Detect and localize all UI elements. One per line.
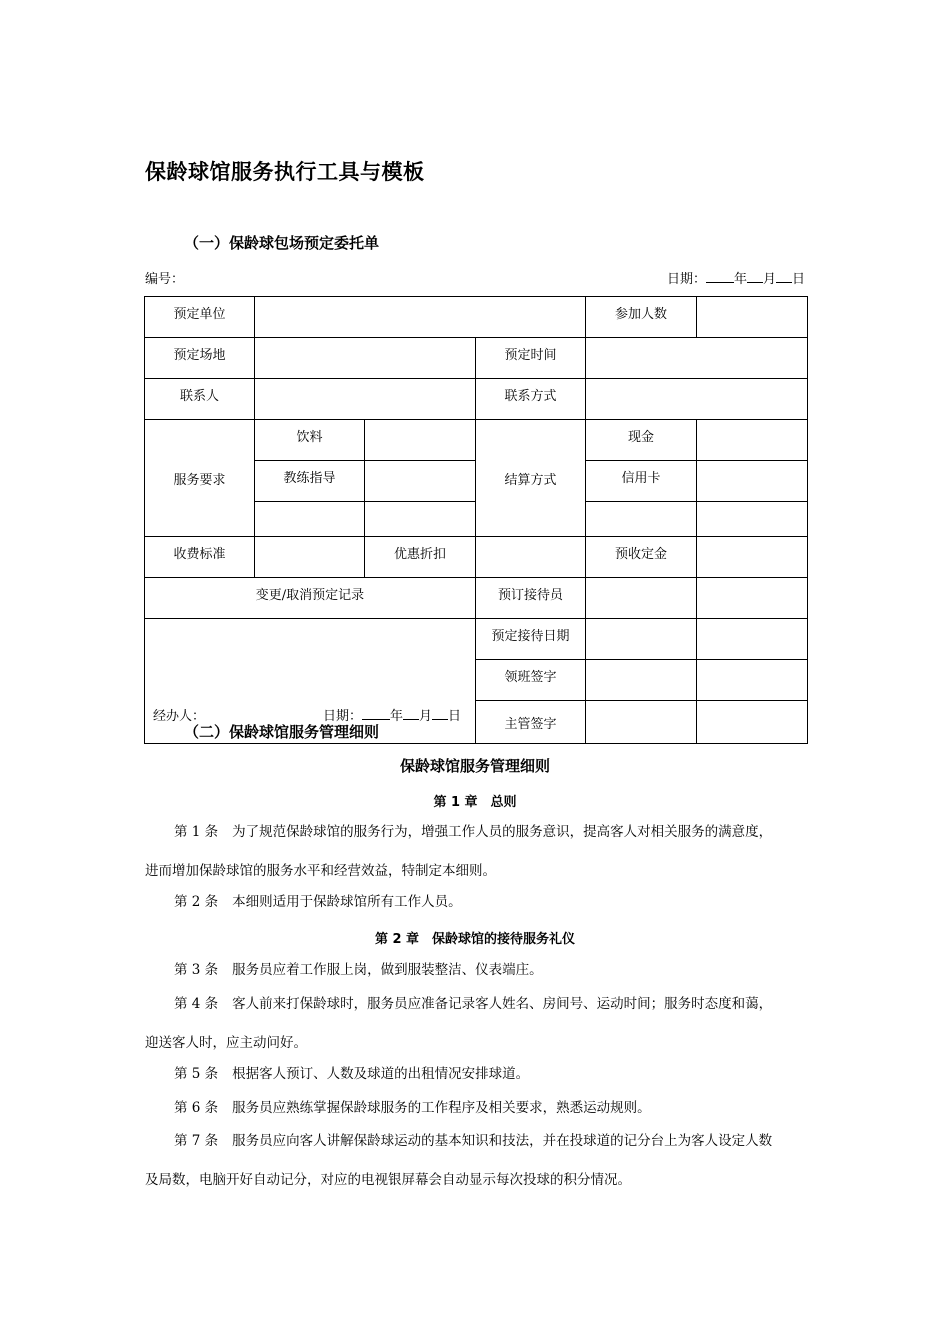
drinks-label: 饮料: [255, 420, 365, 461]
article-1: [145, 816, 810, 888]
drinks-field[interactable]: [365, 420, 476, 461]
chapter-2-title: 第 2 章 保龄球馆的接待服务礼仪: [374, 932, 576, 947]
payment-method-label: 结算方式: [476, 420, 586, 537]
deposit-label: 预收定金: [586, 537, 697, 578]
article-text-continued: 迎送客人时，应主动问好。: [145, 1035, 307, 1051]
month-blank[interactable]: [747, 270, 763, 283]
article-7: [145, 1125, 810, 1197]
contact-person-label: 联系人: [145, 379, 255, 420]
article-5: [145, 1058, 810, 1091]
document-title: 保龄球馆服务执行工具与模板: [145, 160, 425, 184]
payment-extra-label[interactable]: [586, 502, 697, 537]
article-text: 为了规范保龄球馆的服务行为，增强工作人员的服务意识，提高客人对相关服务的满意度，: [232, 824, 773, 840]
handler-year-label: 年: [389, 708, 403, 724]
chapter-1-title: 第 1 章 总则: [433, 795, 517, 810]
article-6: [145, 1092, 810, 1125]
handler-date-label: 日期：: [322, 708, 362, 724]
contact-person-field[interactable]: [255, 379, 476, 420]
reception-staff-field-b[interactable]: [697, 578, 808, 619]
service-extra-field[interactable]: [365, 502, 476, 537]
reception-date-label: 预定接待日期: [476, 619, 586, 660]
article-number: 第 2 条: [174, 894, 219, 910]
booking-time-label: 预定时间: [476, 338, 586, 379]
date-label: 日期：: [666, 272, 706, 287]
shift-leader-sign-label: 领班签字: [476, 660, 586, 701]
fee-standard-field[interactable]: [255, 537, 365, 578]
article-text-continued: 及局数，电脑开好自动记分，对应的电视银屏幕会自动显示每次投球的积分情况。: [145, 1172, 631, 1188]
handler-month-label: 月: [418, 708, 432, 724]
shift-leader-sign-field-b[interactable]: [697, 660, 808, 701]
article-number: 第 7 条: [174, 1133, 219, 1149]
table-row: [145, 420, 808, 461]
article-number: 第 1 条: [174, 824, 219, 840]
article-3: [145, 954, 810, 987]
article-2: [145, 886, 810, 919]
number-label: 编号：: [145, 272, 185, 287]
handler-month-blank[interactable]: [403, 707, 419, 720]
handler-day-blank[interactable]: [432, 707, 448, 720]
deposit-field[interactable]: [697, 537, 808, 578]
table-row: [145, 578, 808, 619]
handler-year-blank[interactable]: [362, 707, 390, 720]
article-text: 服务员应熟练掌握保龄球服务的工作程序及相关要求，熟悉运动规则。: [232, 1100, 651, 1116]
booking-unit-field[interactable]: [255, 297, 586, 338]
article-number: 第 5 条: [174, 1066, 219, 1082]
article-text: 服务员应着工作服上岗，做到服装整洁、仪表端庄。: [232, 962, 543, 978]
contact-method-label: 联系方式: [476, 379, 586, 420]
reception-staff-label: 预订接待员: [476, 578, 586, 619]
credit-card-label: 信用卡: [586, 461, 697, 502]
handler-day-label: 日: [447, 708, 461, 724]
discount-field[interactable]: [476, 537, 586, 578]
attendees-field[interactable]: [697, 297, 808, 338]
table-row: [145, 619, 808, 660]
table-row: [145, 537, 808, 578]
day-label: 日: [791, 272, 805, 287]
year-label: 年: [733, 272, 747, 287]
reception-date-field-b[interactable]: [697, 619, 808, 660]
article-text: 本细则适用于保龄球馆所有工作人员。: [232, 894, 462, 910]
month-label: 月: [762, 272, 776, 287]
form-date: [667, 268, 805, 287]
year-blank[interactable]: [706, 270, 734, 283]
article-text: 客人前来打保龄球时，服务员应准备记录客人姓名、房间号、运动时间；服务时态度和蔼，: [232, 996, 773, 1012]
coaching-field[interactable]: [365, 461, 476, 502]
article-number: 第 6 条: [174, 1100, 219, 1116]
article-text: 服务员应向客人讲解保龄球运动的基本知识和技法，并在投球道的记分台上为客人设定人数: [232, 1133, 773, 1149]
venue-field[interactable]: [255, 338, 476, 379]
supervisor-sign-field-b[interactable]: [697, 701, 808, 744]
reception-date-field-a[interactable]: [586, 619, 697, 660]
change-record-label: 变更/取消预定记录: [145, 578, 476, 619]
shift-leader-sign-field-a[interactable]: [586, 660, 697, 701]
attendees-label: 参加人数: [586, 297, 697, 338]
service-req-label: 服务要求: [145, 420, 255, 537]
payment-extra-field[interactable]: [697, 502, 808, 537]
service-extra-label[interactable]: [255, 502, 365, 537]
article-4: [145, 988, 810, 1060]
coaching-label: 教练指导: [255, 461, 365, 502]
form-section-heading: （一）保龄球包场预定委托单: [184, 234, 380, 252]
article-number: 第 4 条: [174, 996, 219, 1012]
rules-section-heading: （二）保龄球馆服务管理细则: [184, 723, 380, 741]
booking-time-field[interactable]: [586, 338, 808, 379]
reception-staff-field-a[interactable]: [586, 578, 697, 619]
credit-card-field[interactable]: [697, 461, 808, 502]
venue-label: 预定场地: [145, 338, 255, 379]
booking-unit-label: 预定单位: [145, 297, 255, 338]
cash-field[interactable]: [697, 420, 808, 461]
table-row: [145, 338, 808, 379]
article-number: 第 3 条: [174, 962, 219, 978]
cash-label: 现金: [586, 420, 697, 461]
rules-document-title: 保龄球馆服务管理细则: [399, 757, 550, 775]
supervisor-sign-label: 主管签字: [476, 701, 586, 744]
day-blank[interactable]: [776, 270, 792, 283]
table-row: [145, 297, 808, 338]
table-row: [145, 379, 808, 420]
booking-form-table: [144, 296, 808, 744]
handler-label: 经办人：: [153, 708, 206, 724]
fee-standard-label: 收费标准: [145, 537, 255, 578]
article-text: 根据客人预订、人数及球道的出租情况安排球道。: [232, 1066, 530, 1082]
contact-method-field[interactable]: [586, 379, 808, 420]
discount-label: 优惠折扣: [365, 537, 476, 578]
article-text-continued: 进而增加保龄球馆的服务水平和经营效益，特制定本细则。: [145, 863, 496, 879]
supervisor-sign-field-a[interactable]: [586, 701, 697, 744]
